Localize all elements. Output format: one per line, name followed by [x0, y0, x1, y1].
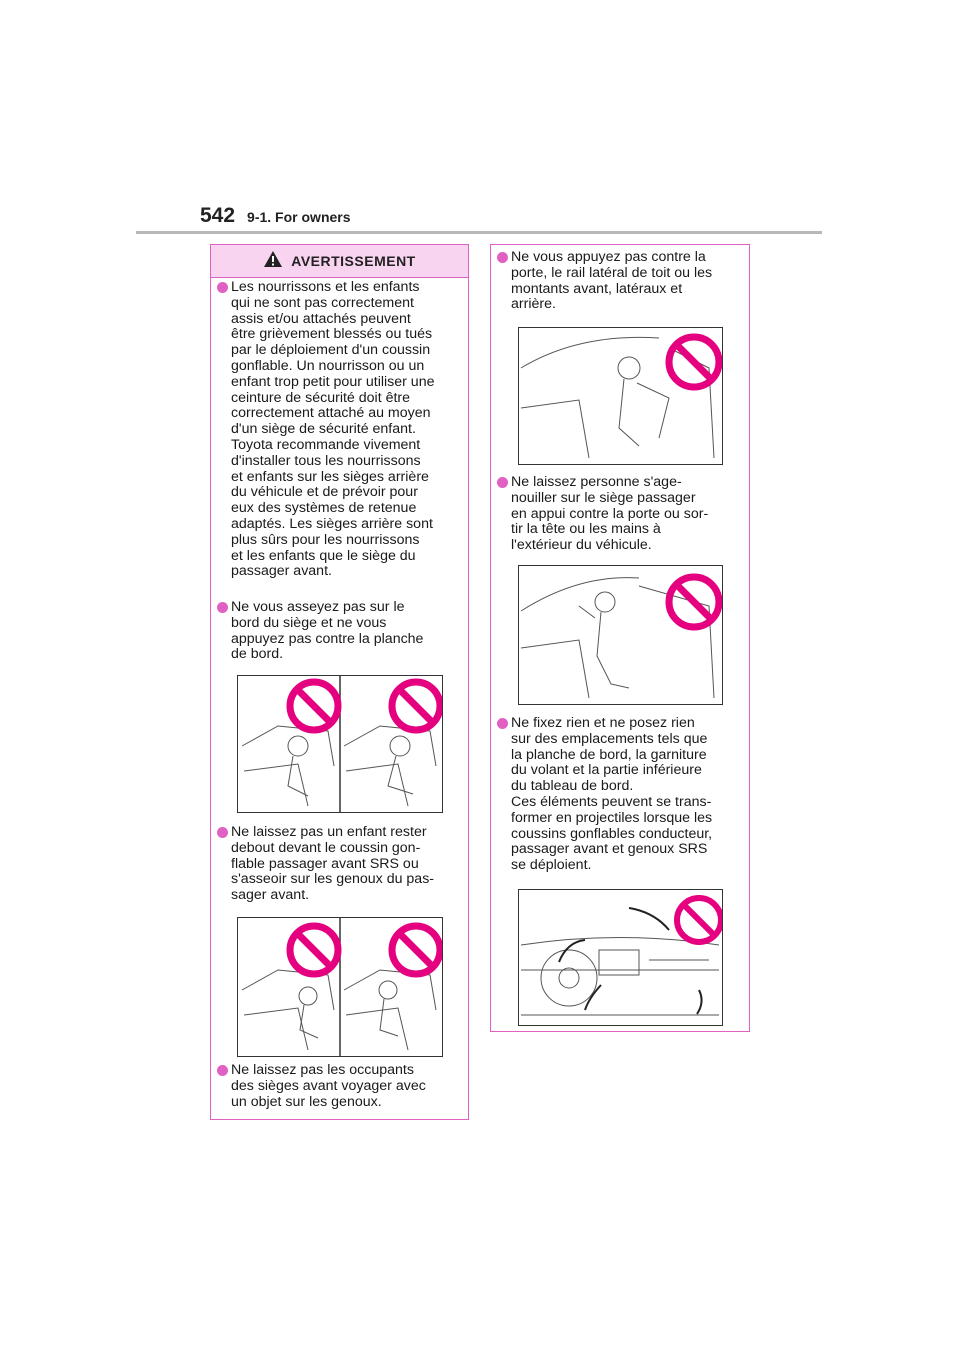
bullet-dot — [497, 718, 508, 729]
warning-box-right — [490, 244, 750, 1032]
bullet-item — [497, 475, 743, 554]
page-number: 542 — [200, 204, 236, 227]
prohibition-sign-icon — [677, 898, 721, 942]
warning-title: AVERTISSEMENT — [291, 253, 416, 269]
bullet-text: Ne vous appuyez pas contre la porte, le rail latéral de toit ou les montants avant, latéraux et arrière. — [511, 249, 713, 313]
prohibition-sign-icon — [290, 682, 338, 730]
warning-triangle-icon — [263, 250, 283, 273]
bullet-item — [217, 825, 463, 904]
bullet-item — [217, 1063, 463, 1110]
section-title: 9-1. For owners — [247, 209, 351, 225]
bullet-item — [217, 600, 463, 663]
bullet-text: Ne vous asseyez pas sur le bord du siège et ne vous appuyez pas contre la planche de bord. — [231, 599, 424, 663]
bullet-text: Ne laissez pas un enfant rester debout devant le coussin gon- flable passager avant SRS ou s'asseoir sur les genoux du pas- sager avant. — [231, 824, 435, 904]
bullet-item — [497, 716, 743, 874]
illustration-kneel-seat — [518, 565, 723, 705]
prohibition-sign-icon — [290, 926, 338, 974]
bullet-text: Ne laissez personne s'age- nouiller sur le siège passager en appui contre la porte ou sor- tir la tête ou les mains à l'extérieur du véhicule. — [511, 474, 709, 554]
warning-box-left — [210, 244, 469, 1120]
bullet-item — [497, 250, 743, 313]
bullet-text: Ne laissez pas les occupants des sièges avant voyager avec un objet sur les genoux. — [231, 1062, 426, 1110]
prohibition-sign-icon — [392, 926, 440, 974]
illustration-lean-door — [518, 327, 723, 465]
prohibition-sign-icon — [392, 682, 440, 730]
bullet-dot — [497, 252, 508, 263]
illustration-child-front-seat — [237, 917, 443, 1057]
bullet-dot — [497, 477, 508, 488]
bullet-dot — [217, 827, 228, 838]
bullet-text: Les nourrissons et les enfants qui ne sont pas correctement assis et/ou attachés peuvent être grièvement blessés ou tués par le déploiement d'un coussin gonflable. Un nourrisson ou un enfant trop petit pour utiliser une ceinture de sécurité doit être correctement attaché au moyen d'un siège de sécurité enfant. Toyota recommande vivement d'installer tous les nourrissons et enfants sur les sièges arrière du véhicule et de prévoir pour eux des systèmes de retenue adaptés. Les sièges arrière sont plus sûrs pour les nourrissons et les enfants que le siège du passager avant. — [231, 279, 435, 580]
illustration-dashboard-objects — [518, 889, 723, 1026]
illustration-lean-dashboard — [237, 675, 443, 813]
bullet-dot — [217, 1065, 228, 1076]
bullet-text: Ne fixez rien et ne posez rien sur des emplacements tels que la planche de bord, la garniture du volant et la partie inférieure du tableau de bord. Ces éléments peuvent se trans- former en projectiles lorsque les coussins gonflables conducteur, passager avant et genoux SRS se déploient. — [511, 715, 713, 874]
bullet-item — [217, 280, 463, 580]
bullet-dot — [217, 282, 228, 293]
warning-header — [211, 245, 468, 278]
prohibition-sign-icon — [669, 577, 719, 627]
header-rule — [136, 231, 822, 234]
page-header — [200, 204, 351, 228]
prohibition-sign-icon — [669, 337, 719, 387]
bullet-dot — [217, 602, 228, 613]
